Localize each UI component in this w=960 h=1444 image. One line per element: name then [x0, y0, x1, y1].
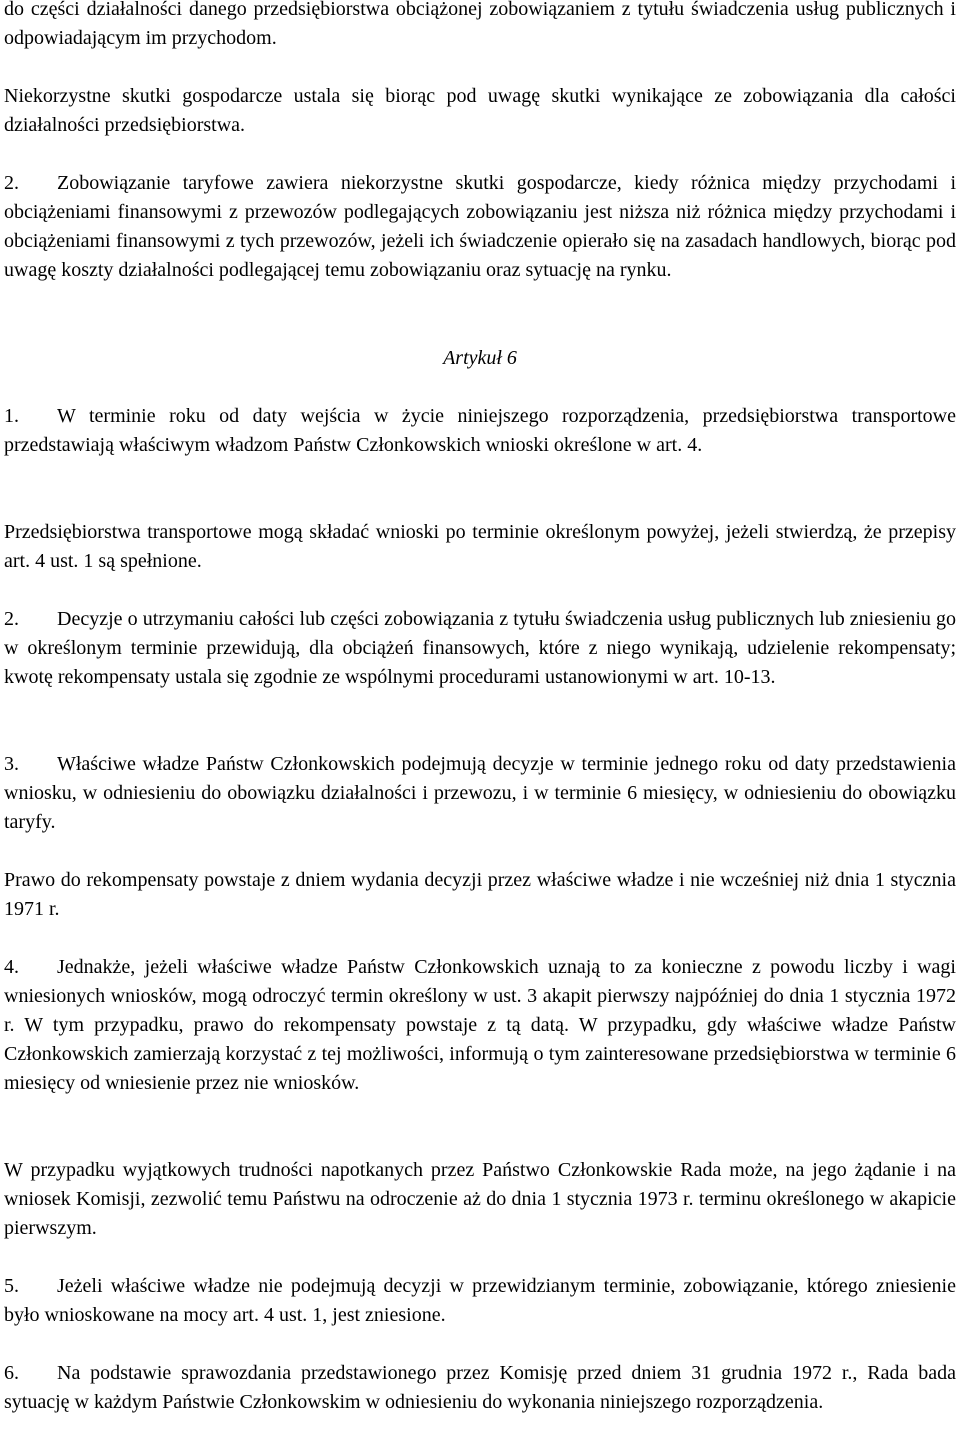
paragraph — [4, 866, 956, 924]
paragraph-number: 6. — [4, 1362, 19, 1384]
paragraph-number: 2. — [4, 172, 19, 194]
paragraph — [4, 518, 956, 576]
paragraph-text: Jednakże, jeżeli właściwe władze Państw Członkowskich uznają to za konieczne z powodu liczby i wagi wniesionych wniosków, mogą odroczyć termin określony w ust. 3 akapit pierwszy najpóźniej do dnia 1 stycznia 1972 r. W tym przypadku, prawo do rekompensaty powstaje z tą datą. W przypadku, gdy właściwe władze Państw Członkowskich zamierzają korzystać z tej możliwości, informują o tym zainteresowane przedsiębiorstwa w terminie 6 miesięcy od wniesienie przez nie wniosków. — [4, 956, 956, 1094]
paragraph — [4, 1359, 956, 1417]
paragraph-text: Przedsiębiorstwa transportowe mogą składać wnioski po terminie określonym powyżej, jeżeli stwierdzą, że przepisy art. 4 ust. 1 są spełnione. — [4, 521, 956, 572]
paragraph — [4, 750, 956, 837]
paragraph-number: 1. — [4, 405, 19, 427]
paragraph — [4, 1156, 956, 1243]
paragraph-text: Zobowiązanie taryfowe zawiera niekorzystne skutki gospodarcze, kiedy różnica między przychodami i obciążeniami finansowymi z przewozów podlegających zobowiązaniu jest niższa niż różnica między przychodami i obciążeniami finansowymi z tych przewozów, jeżeli ich świadczenie opierało się na zasadach handlowych, biorąc pod uwagę koszty działalności podlegającej temu zobowiązaniu oraz sytuację na rynku. — [4, 172, 956, 281]
paragraph — [4, 1272, 956, 1330]
paragraph-number: 4. — [4, 956, 19, 978]
paragraph-number: 2. — [4, 608, 19, 630]
paragraph-text: do części działalności danego przedsiębiorstwa obciążonej zobowiązaniem z tytułu świadczenia usług publicznych i odpowiadającym im przychodom. — [4, 0, 956, 49]
paragraph — [4, 82, 956, 140]
paragraph-text: Właściwe władze Państw Członkowskich podejmują decyzje w terminie jednego roku od daty przedstawienia wniosku, w odniesieniu do obowiązku działalności i przewozu, i w terminie 6 miesięcy, w odniesieniu do obowiązku taryfy. — [4, 753, 956, 833]
paragraph-text: Na podstawie sprawozdania przedstawionego przez Komisję przed dniem 31 grudnia 1972 r., Rada bada sytuację w każdym Państwie Członkowskim w odniesieniu do wykonania niniejszego rozporządzenia. — [4, 1362, 956, 1413]
paragraph-text: W terminie roku od daty wejścia w życie niniejszego rozporządzenia, przedsiębiorstwa transportowe przedstawiają właściwym władzom Państw Członkowskich wnioski określone w art. 4. — [4, 405, 956, 456]
paragraph-number: 5. — [4, 1275, 19, 1297]
paragraph-text: Decyzje o utrzymaniu całości lub części zobowiązania z tytułu świadczenia usług publicznych lub zniesieniu go w określonym terminie przewidują, dla obciążeń finansowych, które z niego wynikają, udzielenie rekompensaty; kwotę rekompensaty ustala się zgodnie ze wspólnymi procedurami ustanowionymi w art. 10-13. — [4, 608, 956, 688]
paragraph — [4, 402, 956, 460]
paragraph-text: Niekorzystne skutki gospodarcze ustala się biorąc pod uwagę skutki wynikające ze zobowiązania dla całości działalności przedsiębiorstwa. — [4, 85, 956, 136]
paragraph-text: Jeżeli właściwe władze nie podejmują decyzji w przewidzianym terminie, zobowiązanie, którego zniesienie było wnioskowane na mocy art. 4 ust. 1, jest zniesione. — [4, 1275, 956, 1326]
paragraph-text: W przypadku wyjątkowych trudności napotkanych przez Państwo Członkowskie Rada może, na jego żądanie i na wniosek Komisji, zezwolić temu Państwu na odroczenie aż do dnia 1 stycznia 1973 r. terminu określonego w akapicie pierwszym. — [4, 1159, 956, 1239]
paragraph — [4, 169, 956, 285]
paragraph — [4, 953, 956, 1098]
article-heading — [4, 344, 956, 373]
paragraph-text: Prawo do rekompensaty powstaje z dniem wydania decyzji przez właściwe władze i nie wcześniej niż dnia 1 stycznia 1971 r. — [4, 869, 956, 920]
paragraph — [4, 0, 956, 53]
article-heading-text: Artykuł 6 — [443, 347, 517, 369]
paragraph — [4, 605, 956, 692]
paragraph-number: 3. — [4, 753, 19, 775]
